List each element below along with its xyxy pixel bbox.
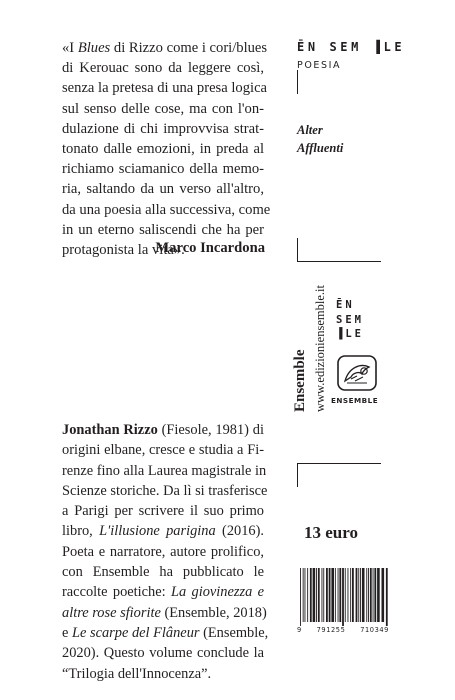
bio-text: “Trilogia dell'Innocenza”.	[62, 665, 212, 682]
isbn-group-1: 791255	[316, 626, 346, 634]
bio-text: (Ensemble, 2018)	[160, 604, 267, 621]
barcode-bar	[345, 568, 346, 622]
barcode-bar	[335, 568, 336, 622]
bio-text: Poeta e narratore, autore prolifico,	[62, 543, 264, 560]
bio-text: origini elbane, cresce e studia a Fi-	[62, 442, 264, 459]
barcode-bar	[362, 568, 365, 622]
barcode-bar	[350, 568, 351, 622]
bio-line	[62, 603, 267, 623]
barcode-bar	[373, 568, 374, 622]
barcode-bar	[303, 568, 304, 622]
barcode-bar	[360, 568, 361, 622]
barcode	[297, 568, 389, 626]
divider-mid-upper	[297, 238, 298, 262]
barcode-bar	[300, 568, 301, 626]
bio-text: a Parigi per scrivere il suo primo	[62, 503, 264, 520]
barcode-bar	[358, 568, 359, 622]
barcode-bar	[326, 568, 328, 622]
bio-line	[62, 420, 264, 440]
barcode-bar	[305, 568, 306, 622]
logo-caption: ENSEMBLE	[331, 396, 379, 405]
barcode-bar	[323, 568, 324, 622]
barcode-bar	[382, 568, 385, 622]
quote-line	[62, 38, 268, 58]
bio-line	[62, 664, 264, 684]
divider-top	[297, 70, 298, 94]
barcode-bar	[329, 568, 331, 622]
barcode-bar	[339, 568, 341, 622]
quote-text: protagonista la vita».	[62, 242, 185, 259]
divider-lower	[297, 463, 298, 487]
quote-text: senza la pretesa di una presa logica	[62, 80, 268, 97]
rule-mid	[297, 261, 381, 262]
barcode-bar	[377, 568, 380, 622]
barcode-bar	[307, 568, 308, 622]
back-cover-quote	[62, 38, 271, 260]
bio-line	[62, 623, 269, 643]
book-title: L'illusione parigina	[99, 523, 216, 540]
bio-text: Scienze storiche. Da lì si trasferisce	[62, 482, 268, 499]
bio-text: (2016).	[215, 523, 265, 540]
quote-text: Blues	[77, 40, 111, 56]
quote-text: sul senso delle cose, ma con l'on-	[62, 100, 264, 117]
bio-text: renze fino alla Laurea magistrale in	[62, 462, 267, 479]
isbn-number	[297, 626, 389, 634]
barcode-bar	[348, 568, 349, 622]
quote-line	[62, 200, 271, 220]
barcode-bar	[318, 568, 320, 622]
collection-name	[297, 121, 343, 157]
price: 13 euro	[304, 523, 358, 542]
quote-line	[62, 220, 264, 240]
quote-line	[62, 179, 264, 199]
quote-text: richiamo sciamanico della memo-	[62, 161, 264, 178]
quote-text: «I	[62, 40, 78, 56]
barcode-bar	[366, 568, 367, 622]
barcode-bar	[352, 568, 354, 622]
quote-text: ria, saltando da un verso all'altro,	[62, 181, 264, 198]
isbn-prefix: 9	[297, 626, 302, 634]
bio-text: e	[62, 624, 72, 641]
logo-row: ĒN	[336, 299, 355, 311]
collection-line-1: Alter	[297, 123, 323, 137]
quote-text: da una poesia alla successiva, come	[62, 201, 271, 218]
publisher-logo-letters	[336, 298, 364, 342]
logo-row: ▐LE	[336, 328, 364, 340]
bio-line	[62, 542, 264, 562]
quote-text: di Rizzo come i cori/blues	[110, 40, 268, 56]
isbn-group-2: 710349	[360, 626, 389, 634]
barcode-bar	[310, 568, 312, 622]
bio-text: (Ensemble,	[199, 624, 269, 641]
bio-text: (Fiesole, 1981) di	[157, 422, 264, 438]
rule-lower	[297, 463, 381, 464]
quote-line	[62, 99, 264, 119]
barcode-bar	[374, 568, 376, 622]
barcode-bar	[331, 568, 334, 622]
bio-line	[62, 481, 268, 501]
bio-text: libro,	[62, 523, 100, 540]
barcode-bar	[316, 568, 317, 622]
barcode-bar	[386, 568, 388, 626]
bio-line	[62, 643, 264, 663]
quote-text: dulazione di chi improvvisa strat-	[62, 120, 264, 137]
book-title: Le scarpe del Flâneur	[72, 624, 200, 641]
publisher-emblem-icon	[337, 355, 377, 391]
quote-line	[62, 119, 264, 139]
bio-line	[62, 461, 267, 481]
book-title: altre rose sfiorite	[62, 604, 161, 621]
publisher-website: www.edizioniensemble.it	[313, 285, 327, 412]
barcode-bar	[322, 568, 323, 622]
collection-line-2: Affluenti	[297, 141, 344, 155]
bio-line	[62, 440, 264, 460]
author-bio	[62, 420, 269, 684]
bio-line	[62, 582, 264, 602]
publisher-logo-wordmark: ĒN SEM ▐LE	[297, 40, 406, 54]
barcode-bar	[342, 568, 344, 626]
bio-line	[62, 501, 264, 521]
quote-line	[62, 78, 268, 98]
bio-text: 2020). Questo volume conclude la	[62, 645, 264, 662]
barcode-bar	[356, 568, 358, 622]
quote-line	[62, 159, 264, 179]
bio-line	[62, 521, 264, 541]
bio-text: raccolte poetiche:	[62, 584, 171, 601]
barcode-bar	[370, 568, 372, 622]
quote-line	[62, 139, 264, 159]
quote-text: tonato dalle emozioni, in preda al	[62, 141, 264, 158]
quote-line	[62, 58, 264, 78]
series-label: POESIA	[297, 60, 342, 71]
author-name: Jonathan Rizzo	[62, 422, 158, 438]
bio-text: con Ensemble ha pubblicato le	[62, 564, 264, 581]
barcode-bar	[338, 568, 339, 622]
quote-author: Marco Incardona	[155, 240, 265, 256]
book-title: La giovinezza e	[170, 584, 264, 601]
quote-text: in un eterno saliscendi che ha per	[62, 221, 264, 238]
bio-line	[62, 562, 264, 582]
barcode-bar	[313, 568, 316, 622]
quote-text: di Kerouac sono da leggere così,	[62, 60, 264, 77]
publisher-name: Ensemble	[292, 349, 308, 412]
logo-row: SEM	[336, 313, 364, 326]
barcode-bar	[368, 568, 369, 622]
